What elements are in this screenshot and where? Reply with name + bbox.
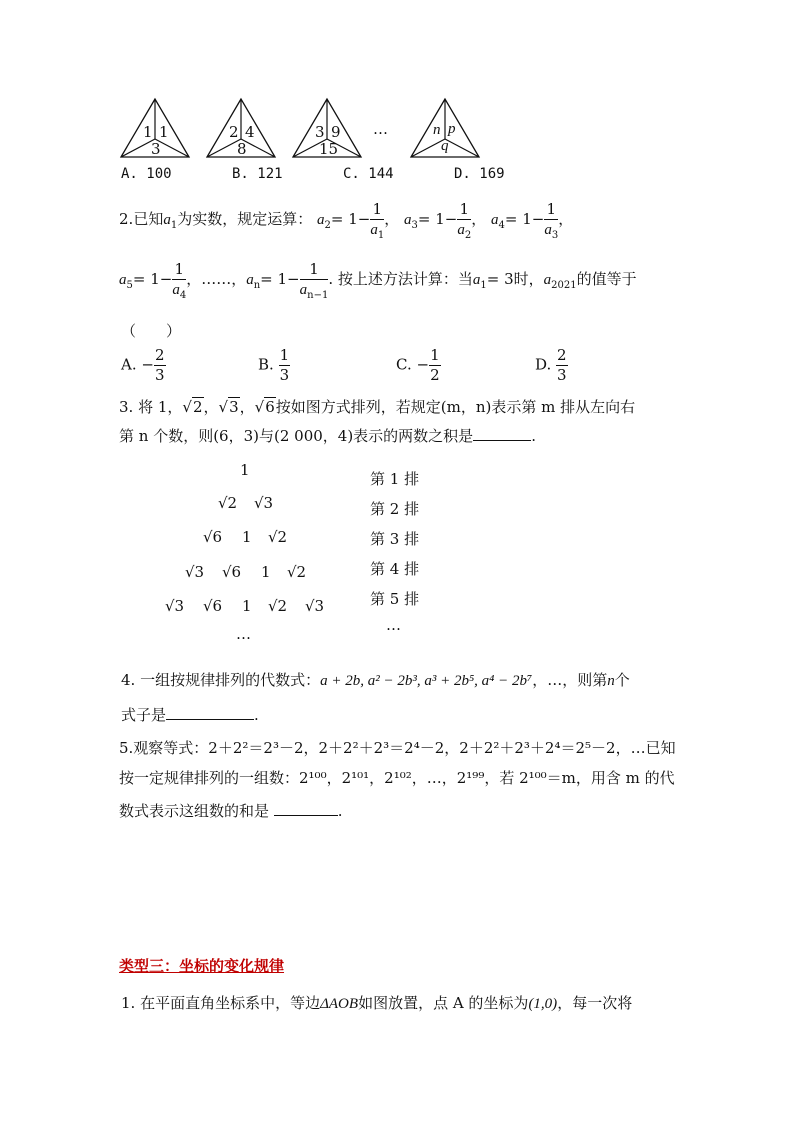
q2-option-b: B. $\frac{1}{3}$ — [258, 346, 290, 384]
q1-option-c: C. 144 — [343, 166, 394, 182]
tri2-right: 4 — [245, 123, 255, 141]
q3-label-ellipsis: … — [386, 616, 401, 634]
tri3-bottom: 15 — [319, 140, 339, 158]
section-heading: 类型三：坐标的变化规律 — [119, 957, 285, 975]
q3-line2: 第 n 个数，则(6，3)与(2 000，4)表示的两数之积是 . — [119, 427, 536, 445]
q5-line1: 5.观察等式：2＋2²＝2³－2，2＋2²＋2³＝2⁴－2，2＋2²＋2³＋2⁴＝2⁵－2，…已知 — [119, 739, 676, 757]
tri1-right: 1 — [159, 123, 169, 141]
q3-row5-item4: √2 — [268, 597, 288, 615]
q3-row4-item4: √2 — [287, 563, 307, 581]
q3-row-label-1: 第 1 排 — [370, 470, 420, 488]
q3-row4-item3: 1 — [261, 563, 271, 581]
q3-row5-item3: 1 — [242, 597, 252, 615]
q3-line1: 3. 将 1，√2，√3，√6按如图方式排列，若规定(m，n)表示第 m 排从左向右 — [119, 398, 636, 416]
q1-option-b: B. 121 — [232, 166, 283, 182]
triangle-figures — [0, 0, 794, 170]
q3-answer-blank — [473, 440, 531, 441]
q5-answer-blank — [274, 815, 338, 816]
q3-row2-item1: √2 — [218, 494, 238, 512]
q3-row5-item1: √3 — [165, 597, 185, 615]
tri4-bottom: q — [441, 138, 449, 154]
q3-row3-item1: √6 — [203, 528, 223, 546]
q2-option-d: D. $\frac{2}{3}$ — [535, 346, 567, 384]
q2-option-c: C. − $\frac{1}{2}$ — [396, 346, 440, 384]
q3-row-label-4: 第 4 排 — [370, 560, 420, 578]
q3-row4-item1: √3 — [185, 563, 205, 581]
tri3-left: 3 — [315, 123, 325, 141]
q4-line1: 4. 一组按规律排列的代数式：a + 2b, a² − 2b³, a³ + 2b⁵, a⁴ − 2b⁷，…，则第n个 — [121, 671, 630, 689]
tri2-bottom: 8 — [237, 140, 247, 158]
q3-row5-item5: √3 — [305, 597, 325, 615]
q3-row5-item2: √6 — [203, 597, 223, 615]
q2-line2: $a_5= 1-$ $\frac{1}{a_4}$ ，……，$a_n= 1-$ $\frac{1}{a_{n-1}}$ . 按上述方法计算：当$a_1= 3$时，$a_{2021}$的值等于 — [119, 260, 637, 301]
tri3-right: 9 — [331, 123, 341, 141]
q3-row-label-2: 第 2 排 — [370, 500, 420, 518]
tri2-left: 2 — [229, 123, 239, 141]
tri4-left: n — [433, 122, 441, 138]
q4-expression: a + 2b, a² − 2b³, a³ + 2b⁵, a⁴ − 2b⁷ — [320, 673, 533, 689]
q2-line1: 2.已知$a_1$为实数，规定运算： $a_2= 1-$ $\frac{1}{a_1}$ ， $a_3= 1-$ $\frac{1}{a_2}$ ， $a_4= 1-$ $\frac{1}{a_3}$ ， — [119, 200, 574, 241]
q3-row4-item2: √6 — [222, 563, 242, 581]
q1-option-a: A. 100 — [121, 166, 172, 182]
q3-arrangement-ellipsis: … — [236, 625, 251, 643]
q3-row3-item2: 1 — [242, 528, 252, 546]
q1-option-d: D. 169 — [454, 166, 505, 182]
q3-row3-item3: √2 — [268, 528, 288, 546]
q5-line2: 按一定规律排列的一组数：2¹⁰⁰，2¹⁰¹，2¹⁰²，…，2¹⁹⁹，若 2¹⁰⁰＝m，用含 m 的代 — [119, 769, 675, 787]
q4-answer-blank — [166, 719, 254, 720]
triangle-ellipsis: … — [373, 120, 388, 138]
q4-line2: 式子是 . — [121, 706, 259, 724]
q3-row-label-5: 第 5 排 — [370, 590, 420, 608]
tri4-right: p — [448, 121, 456, 137]
tri1-left: 1 — [143, 123, 153, 141]
q5-line3: 数式表示这组数的和是 . — [119, 802, 343, 820]
q3-row1-item1: 1 — [240, 461, 250, 479]
q3-row-label-3: 第 3 排 — [370, 530, 420, 548]
q2-option-a: A. − $\frac{2}{3}$ — [121, 346, 165, 384]
section-q1-line1: 1. 在平面直角坐标系中，等边ΔAOB如图放置，点 A 的坐标为(1,0)，每一次将 — [121, 994, 633, 1012]
q2-paren: （ ） — [121, 322, 182, 340]
tri1-bottom: 3 — [151, 140, 161, 158]
q3-row2-item2: √3 — [254, 494, 274, 512]
